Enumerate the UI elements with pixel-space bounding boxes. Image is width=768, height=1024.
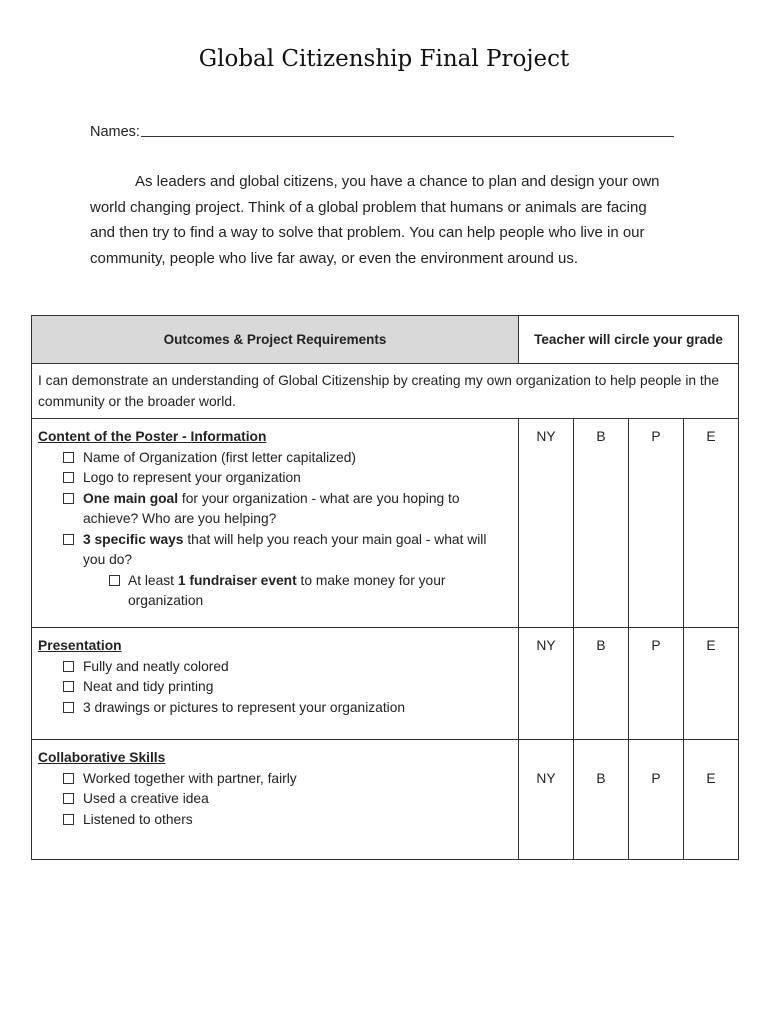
- grade-ny[interactable]: NY: [519, 628, 574, 740]
- checkbox[interactable]: [63, 472, 74, 483]
- checkbox[interactable]: [109, 575, 120, 586]
- rubric-row-presentation: [32, 628, 739, 740]
- grade-ny[interactable]: NY: [519, 419, 574, 628]
- grade-p[interactable]: P: [629, 419, 684, 628]
- checklist-item: [38, 789, 512, 810]
- rubric-table: [31, 315, 739, 860]
- checklist-item-text: Worked together with partner, fairly: [83, 770, 297, 786]
- checklist-item: [38, 657, 512, 678]
- grade-e[interactable]: E: [684, 419, 739, 628]
- checklist-item-text: to make money for your organization: [128, 572, 446, 608]
- requirements-collaborative: [32, 740, 519, 860]
- checklist-item-bold: 1 fundraiser event: [177, 572, 297, 588]
- grade-e[interactable]: E: [684, 740, 739, 860]
- checklist-item-bold: One main goal: [83, 490, 179, 506]
- checkbox[interactable]: [63, 814, 74, 825]
- checklist-item: [38, 448, 512, 469]
- checklist-item-text: 3 drawings or pictures to represent your organization: [83, 699, 406, 715]
- intro-paragraph: As leaders and global citizens, you have a chance to plan and design your own world changing project. Think of a global problem that humans or animals are facing and then try to find a way to solve that problem. You can help people who live in our community, people who live far away, or even the environment around us.: [90, 173, 660, 267]
- section-title-collaborative: Collaborative Skills: [38, 750, 166, 765]
- checklist-item-text: Logo to represent your organization: [83, 470, 301, 485]
- checklist-item-text: At least: [128, 572, 178, 588]
- grade-b[interactable]: B: [574, 740, 629, 860]
- checklist-item: [38, 489, 512, 530]
- checklist-item-text: Listened to others: [83, 811, 193, 827]
- checklist-content: [38, 448, 512, 612]
- section-title-presentation: Presentation: [38, 638, 122, 653]
- rubric-row-content: [32, 419, 739, 628]
- checkbox[interactable]: [63, 681, 74, 692]
- grade-ny[interactable]: NY: [519, 740, 574, 860]
- header-requirements: Outcomes & Project Requirements: [32, 316, 519, 364]
- checklist-collaborative: [38, 769, 512, 831]
- checklist-item-text: that will help you reach your main goal - what will you do?: [83, 531, 487, 567]
- rubric-row-collaborative: [32, 740, 739, 860]
- section-title-content: Content of the Poster - Information: [38, 429, 267, 444]
- names-label: Names:: [90, 124, 140, 140]
- grade-e[interactable]: E: [684, 628, 739, 740]
- grade-b[interactable]: B: [574, 628, 629, 740]
- names-blank-line[interactable]: [141, 121, 674, 137]
- checklist-item: [38, 769, 512, 790]
- names-field[interactable]: [90, 121, 674, 140]
- checklist-item: [38, 810, 512, 831]
- checkbox[interactable]: [63, 773, 74, 784]
- checklist-item-text: Name of Organization (first letter capitalized): [83, 449, 356, 465]
- requirements-presentation: [32, 628, 519, 740]
- rubric-header-row: [32, 316, 739, 364]
- grade-p[interactable]: P: [629, 628, 684, 740]
- checkbox[interactable]: [63, 661, 74, 672]
- checklist-presentation: [38, 657, 512, 719]
- checklist-item: [38, 468, 512, 489]
- checkbox[interactable]: [63, 702, 74, 713]
- checklist-item-text: Fully and neatly colored: [83, 658, 229, 674]
- checklist-sub-item: [38, 571, 512, 612]
- checklist-item-text: Neat and tidy printing: [83, 679, 214, 694]
- checklist-item-text: Used a creative idea: [83, 791, 209, 806]
- checkbox[interactable]: [63, 452, 74, 463]
- checkbox[interactable]: [63, 534, 74, 545]
- grade-b[interactable]: B: [574, 419, 629, 628]
- checklist-item: [38, 677, 512, 698]
- checklist-item-bold: 3 specific ways: [83, 531, 184, 547]
- header-grade: Teacher will circle your grade: [519, 316, 739, 364]
- requirements-content: [32, 419, 519, 628]
- checklist-item-text: for your organization - what are you hoping to achieve? Who are you helping?: [83, 490, 460, 526]
- learning-statement: I can demonstrate an understanding of Global Citizenship by creating my own organization to help people in the community or the broader world.: [32, 364, 739, 419]
- grade-p[interactable]: P: [629, 740, 684, 860]
- statement-row: [32, 364, 739, 419]
- checklist-item: [38, 698, 512, 719]
- checkbox[interactable]: [63, 493, 74, 504]
- checkbox[interactable]: [63, 793, 74, 804]
- page-title: Global Citizenship Final Project: [198, 46, 570, 72]
- checklist-item: [38, 530, 512, 571]
